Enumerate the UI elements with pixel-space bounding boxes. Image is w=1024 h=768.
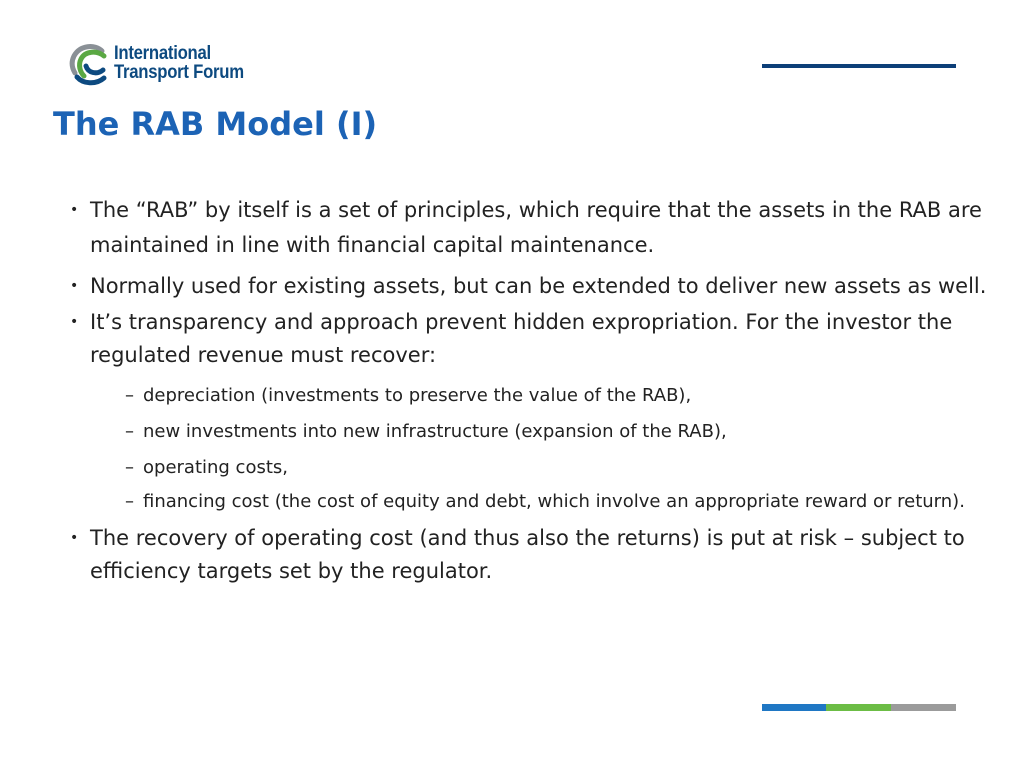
bullet-icon: •	[70, 530, 79, 546]
sub-bullet-text: depreciation (investments to preserve the value of the RAB),	[143, 385, 692, 406]
bullet-icon: •	[70, 278, 79, 294]
slide-body	[70, 193, 1000, 588]
sub-bullet-text: operating costs,	[143, 457, 289, 478]
header-rule	[762, 64, 956, 68]
footer-bar-blue	[762, 704, 826, 711]
sub-bullet-item	[70, 450, 1000, 486]
bullet-item	[70, 193, 1000, 263]
itf-logo-icon	[68, 42, 110, 86]
sub-bullet-item	[70, 414, 1000, 450]
bullet-item	[70, 306, 1000, 372]
dash-icon: –	[125, 491, 134, 512]
dash-icon: –	[125, 421, 134, 442]
footer-bar-gray	[891, 704, 956, 711]
dash-icon: –	[125, 385, 134, 406]
sub-bullet-text: financing cost (the cost of equity and debt, which involve an appropriate reward or return).	[143, 491, 965, 512]
logo-wordmark	[114, 44, 262, 82]
bullet-item	[70, 269, 1000, 304]
bullet-text: The “RAB” by itself is a set of principles, which require that the assets in the RAB are maintained in line with financial capital maintenance.	[90, 198, 982, 257]
sub-bullet-item	[70, 486, 1000, 518]
footer-color-bar	[762, 704, 956, 711]
bullet-text: The recovery of operating cost (and thus also the returns) is put at risk – subject to efficiency targets set by the regulator.	[90, 526, 965, 583]
dash-icon: –	[125, 457, 134, 478]
footer-bar-green	[826, 704, 891, 711]
slide-title: The RAB Model (I)	[53, 105, 378, 143]
sub-bullet-item	[70, 378, 1000, 414]
bullet-text: It’s transparency and approach prevent hidden expropriation. For the investor the regulated revenue must recover:	[90, 310, 953, 367]
sub-bullet-list	[70, 378, 1000, 518]
itf-logo	[68, 42, 268, 88]
sub-bullet-text: new investments into new infrastructure (expansion of the RAB),	[143, 421, 727, 442]
bullet-icon: •	[70, 202, 79, 218]
logo-line-2: Transport Forum	[114, 62, 244, 83]
bullet-text: Normally used for existing assets, but can be extended to deliver new assets as well.	[90, 274, 987, 298]
bullet-icon: •	[70, 314, 79, 330]
logo-line-1: International	[114, 43, 211, 64]
bullet-item	[70, 522, 1000, 588]
